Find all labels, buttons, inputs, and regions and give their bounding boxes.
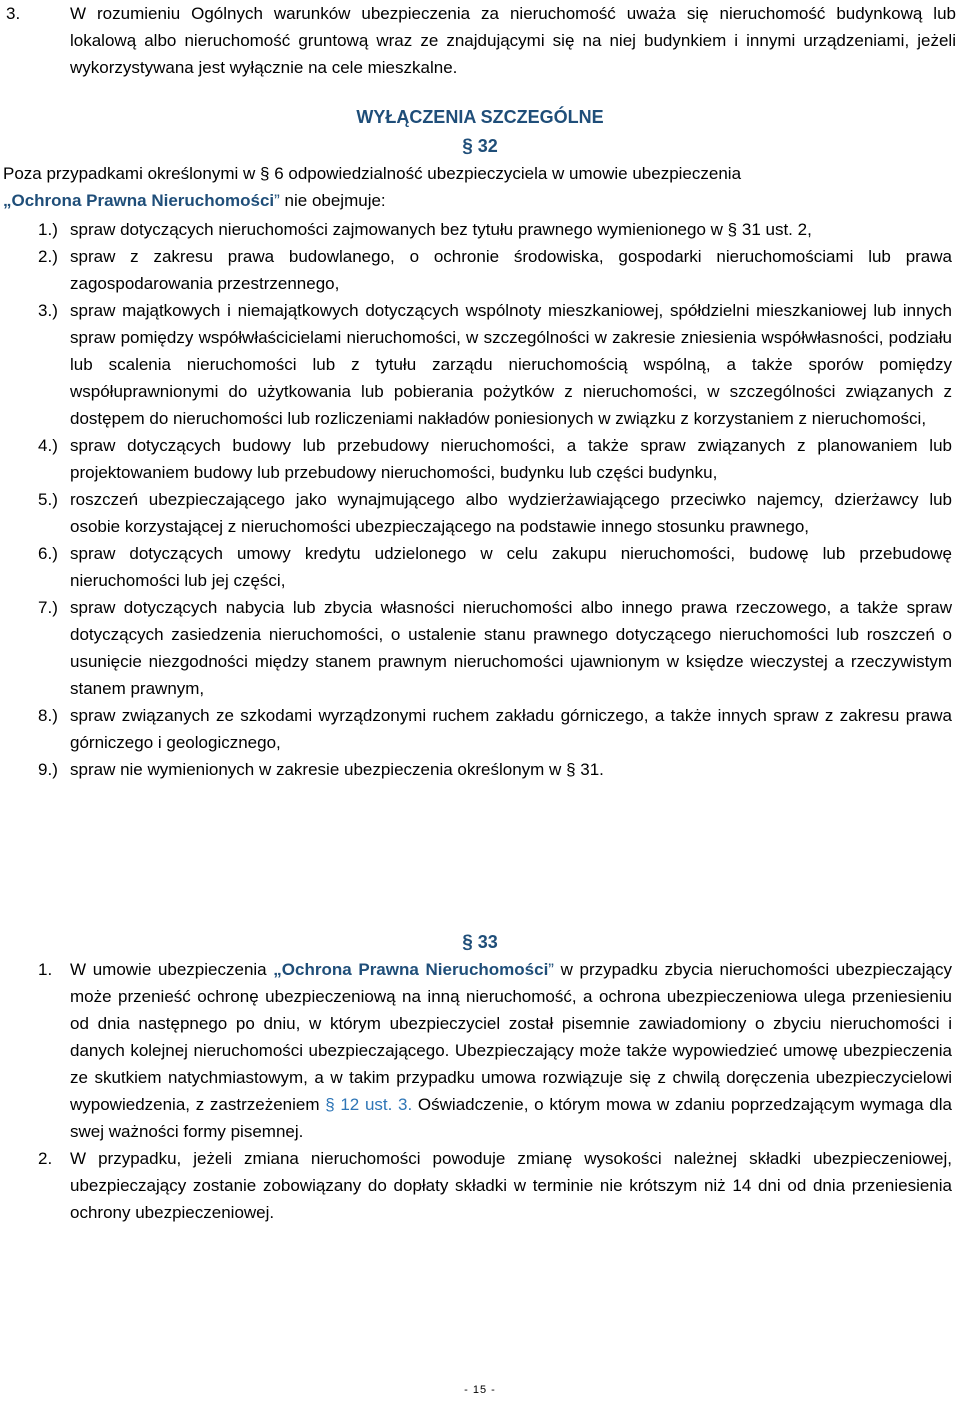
list-item: [0, 956, 952, 1145]
exclusions-lead: [3, 160, 956, 214]
intro-paragraph: [6, 0, 956, 81]
lead-before-sign: Poza przypadkami określonymi w: [3, 164, 256, 183]
list-item: [0, 297, 952, 432]
list-item: [0, 243, 952, 297]
list-item-number: 2.: [38, 1149, 53, 1168]
list-item-number: 2.): [38, 247, 58, 266]
list-item-section-sign: §: [727, 220, 738, 239]
list-item-number: 4.): [38, 436, 58, 455]
product-close-quote: ”: [548, 960, 554, 979]
intro-number: 3.: [6, 4, 21, 23]
list-item-text-after: Oświadczenie, o którym mowa w zdaniu poprzedzającym wymaga dla swej ważności formy pisemnej.: [70, 1095, 952, 1141]
lead-section-sign: §: [260, 164, 270, 183]
list-item-text: spraw majątkowych i niemajątkowych dotyczących wspólnoty mieszkaniowej, spółdzielni mieszkaniowej lub innych spraw pomiędzy współwłaścicielami nieruchomości, w szczególności w zakresie zniesienia współwłasności, podziału lub scalenia nieruchomości lub z tytułu zarządu nieruchomością wspólną, a także sporów pomiędzy współuprawnionymi do użytkowania lub pobierania pożytków z nieruchomości, w szczególności związanych z dostępem do nieruchomości lub rozliczeniami nakładów poniesionych w związku z korzystaniem z nieruchomości,: [70, 301, 952, 428]
page-number: - 15 -: [464, 1384, 496, 1396]
section-32-sign: §: [462, 136, 473, 157]
list-item-section-sign: §: [566, 760, 576, 779]
list-item-text: spraw nie wymienionych w zakresie ubezpieczenia określonym w: [70, 760, 562, 779]
exclusions-heading: [0, 104, 960, 131]
exclusions-heading-text: WYŁĄCZENIA SZCZEGÓLNE: [356, 107, 604, 127]
section-reference-link[interactable]: § 12 ust. 3.: [325, 1095, 413, 1114]
list-item: [0, 486, 952, 540]
list-item-text: spraw dotyczących nieruchomości zajmowanych bez tytułu prawnego wymienionego w: [70, 220, 723, 239]
lead-after-sign: 6 odpowiedzialność ubezpieczyciela w umowie ubezpieczenia: [274, 164, 742, 183]
product-open-quote: „: [273, 960, 282, 979]
list-item-number: 1.): [38, 220, 58, 239]
section-32-title: [0, 133, 960, 160]
list-item-text: W przypadku, jeżeli zmiana nieruchomości powoduje zmianę wysokości należnej składki ubezpieczeniowej, ubezpieczający zostanie zobowiązany do dopłaty składki w terminie nie krótszym niż 14 dni od dnia przeniesienia ochrony ubezpieczeniowej.: [70, 1149, 952, 1222]
list-item-text: spraw dotyczących budowy lub przebudowy nieruchomości, a także spraw związanych z planowaniem lub projektowaniem budowy lub przebudowy nieruchomości, budynku lub części budynku,: [70, 436, 952, 482]
product-name: Ochrona Prawna Nieruchomości: [281, 960, 549, 979]
list-item-text: spraw z zakresu prawa budowlanego, o ochronie środowiska, gospodarki nieruchomościami lub prawa zagospodarowania przestrzennego,: [70, 247, 952, 293]
list-item-number: 1.: [38, 960, 53, 979]
list-item-text-after: 31.: [580, 760, 604, 779]
section-32-number: 32: [477, 136, 498, 156]
list-item-number: 9.): [38, 760, 58, 779]
section-33-list: [0, 956, 956, 1226]
list-item-text: spraw związanych ze szkodami wyrządzonymi ruchem zakładu górniczego, a także innych spraw z zakresu prawa górniczego i geologicznego,: [70, 706, 952, 752]
list-item-text: spraw dotyczących umowy kredytu udzielonego w celu zakupu nieruchomości, budowę lub przebudowę nieruchomości lub jej części,: [70, 544, 952, 590]
list-item: [0, 1145, 952, 1226]
list-item-text: W umowie ubezpieczenia: [70, 960, 274, 979]
intro-text: W rozumieniu Ogólnych warunków ubezpieczenia za nieruchomość uważa się nieruchomość budynkową lub lokalową albo nieruchomość gruntową wraz ze znajdującymi się na niej budynkiem i innymi urządzeniami, jeżeli wykorzystywana jest wyłącznie na cele mieszkalne.: [70, 4, 956, 77]
exclusions-list: [0, 216, 956, 783]
list-item-text: roszczeń ubezpieczającego jako wynajmującego albo wydzierżawiającego przeciwko najemcy, dzierżawcy lub osobie korzystającej z nieruchomości ubezpieczającego na podstawie innego stosunku prawnego,: [70, 490, 952, 536]
lead-product-name: Ochrona Prawna Nieruchomości: [11, 191, 275, 210]
list-item: [0, 702, 952, 756]
list-item: [0, 216, 952, 243]
list-item-text-after: 31 ust. 2,: [741, 220, 812, 239]
list-item-number: 7.): [38, 598, 58, 617]
section-33-sign: §: [462, 932, 473, 953]
section-33-number: 33: [477, 932, 498, 952]
lead-close-quote: ”: [274, 191, 280, 210]
list-item-number: 5.): [38, 490, 58, 509]
list-item: [0, 756, 952, 783]
list-item: [0, 594, 952, 702]
list-item: [0, 432, 952, 486]
list-item-text-mid: w przypadku zbycia nieruchomości ubezpieczający może przenieść ochronę ubezpieczeniową na inną nieruchomość, a ochrona ubezpieczeniowa ulega przeniesieniu od dnia następnego po dniu, w którym ubezpieczyciel został pisemnie zawiadomiony o zbyciu nieruchomości i danych kolejnej nieruchomości ubezpieczającego. Ubezpieczający może także wypowiedzieć umowę ubezpieczenia ze skutkiem natychmiastowym, a w takim przypadku umowa rozwiązuje się z chwilą doręczenia ubezpieczycielowi wypowiedzenia, z zastrzeżeniem: [70, 960, 952, 1114]
list-item-number: 3.): [38, 301, 58, 320]
lead-tail: nie obejmuje:: [279, 191, 386, 210]
lead-open-quote: „: [3, 191, 12, 210]
section-33-title: [0, 929, 960, 956]
list-item: [0, 540, 952, 594]
list-item-text: spraw dotyczących nabycia lub zbycia własności nieruchomości albo innego prawa rzeczowego, a także spraw dotyczących zasiedzenia nieruchomości, o ustalenie stanu prawnego dotyczącego nieruchomości lub roszczeń o usunięcie niezgodności między stanem prawnym nieruchomości ujawnionym w księdze wieczystej a rzeczywistym stanem prawnym,: [70, 598, 952, 698]
list-item-number: 6.): [38, 544, 58, 563]
list-item-number: 8.): [38, 706, 58, 725]
